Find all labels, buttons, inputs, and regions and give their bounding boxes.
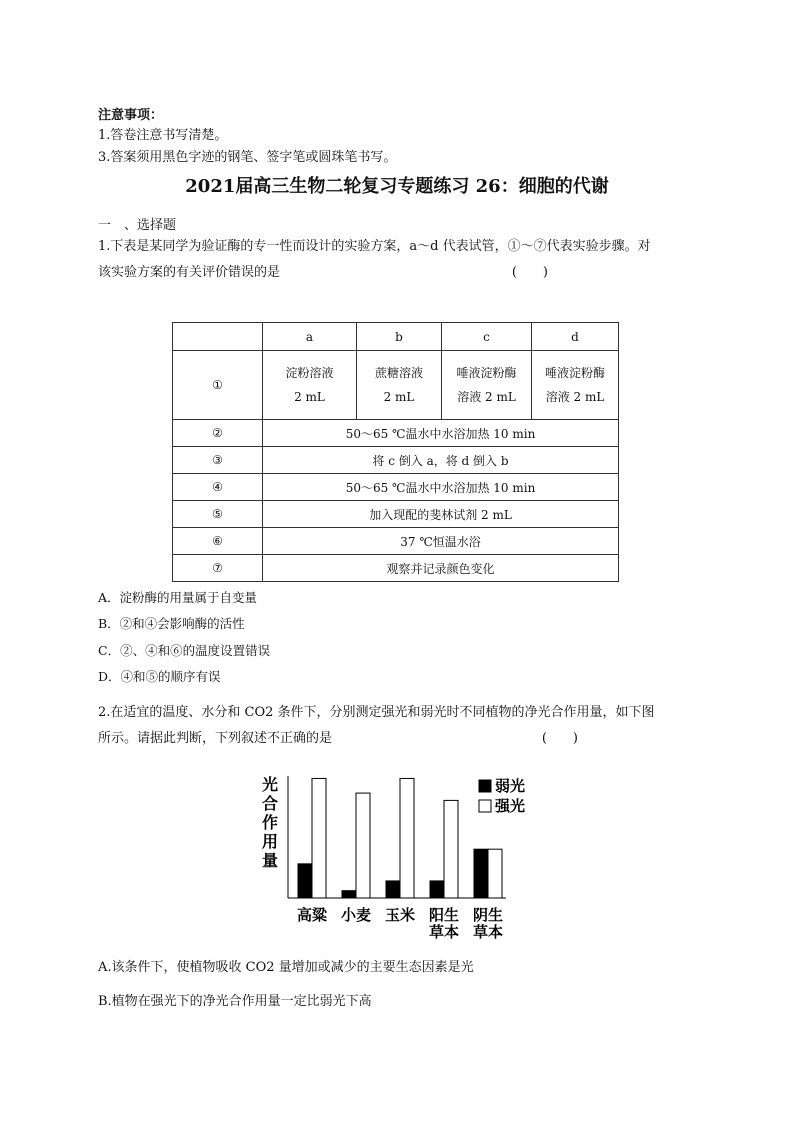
chart-legend: [479, 777, 525, 815]
step-number: ④: [173, 474, 263, 501]
question-1-answer-paren: ( ): [511, 265, 548, 280]
step-text: 加入现配的斐林试剂 2 mL: [263, 501, 619, 528]
reagent-amount: 溶液 2 mL: [545, 390, 605, 404]
reagent-name: 淀粉溶液: [285, 366, 334, 380]
reagent-name: 蔗糖溶液: [374, 366, 423, 380]
reagent-amount: 2 mL: [294, 390, 325, 404]
step-text: 50～65 ℃温水中水浴加热 10 min: [263, 420, 619, 447]
table-row-step-6: [173, 528, 619, 555]
q1-option-c: C．②、④和⑥的温度设置错误: [98, 643, 271, 658]
bar-chart: [254, 770, 544, 942]
bar-weak-light: [342, 891, 356, 898]
reagent-cell-a: [263, 351, 357, 420]
table-row-step-4: [173, 474, 619, 501]
question-2-answer-paren: ( ): [541, 731, 578, 746]
question-1-line-2: [98, 260, 708, 286]
question-2-line-1: 2.在适宜的温度、水分和 CO2 条件下，分别测定强光和弱光时不同植物的净光合作用量，如下图: [98, 705, 655, 720]
y-axis-label-char: 光: [261, 775, 279, 794]
table-header-a: a: [263, 323, 357, 351]
step-number: ③: [173, 447, 263, 474]
question-2: [98, 700, 708, 752]
x-tick-label: 高粱: [296, 906, 328, 924]
step-text: 将 c 倒入 a，将 d 倒入 b: [263, 447, 619, 474]
reagent-cell-c: [442, 351, 532, 420]
bar-group: [298, 778, 502, 898]
table-header-row: [173, 323, 619, 351]
y-axis-label-char: 量: [261, 851, 279, 870]
notice-heading: 注意事项：: [98, 108, 164, 123]
bar-strong-light: [400, 778, 414, 898]
notice-item-1: 1.答卷注意书写清楚。: [98, 128, 228, 143]
bar-weak-light: [386, 881, 400, 898]
table-row-step-5: [173, 501, 619, 528]
y-axis-label-char: 合: [261, 794, 279, 813]
q1-option-a: A．淀粉酶的用量属于自变量: [98, 590, 258, 605]
y-axis-label: [262, 775, 278, 870]
bar-strong-light: [356, 793, 370, 898]
reagent-amount: 溶液 2 mL: [457, 390, 516, 404]
q2-option-a: A.该条件下，使植物吸收 CO2 量增加或减少的主要生态因素是光: [98, 960, 474, 975]
question-1-line-2-text: 该实验方案的有关评价错误的是: [98, 265, 281, 280]
table-row-step-7: [173, 555, 619, 582]
legend-swatch: [479, 800, 491, 812]
legend-label: 弱光: [495, 777, 526, 795]
bar-strong-light: [312, 778, 326, 898]
y-axis-label-char: 作: [261, 813, 279, 832]
bar-weak-light: [430, 881, 444, 898]
x-tick-label: 阴生: [472, 906, 504, 924]
notice-item-2: 3.答案须用黑色字迹的钢笔、签字笔或圆珠笔书写。: [98, 150, 397, 165]
x-tick-label: 草本: [428, 923, 460, 941]
question-1-line-1: 1.下表是某同学为验证酶的专一性而设计的实验方案，a～d 代表试管，①～⑦代表实验步骤。对: [98, 239, 651, 254]
q1-option-b: B．②和④会影响酶的活性: [98, 616, 245, 631]
x-tick-label: 阳生: [428, 906, 460, 924]
bar-strong-light: [488, 849, 502, 898]
step-text: 50～65 ℃温水中水浴加热 10 min: [263, 474, 619, 501]
reagent-amount: 2 mL: [383, 390, 415, 404]
page-title: 2021届高三生物二轮复习专题练习 26：细胞的代谢: [185, 176, 609, 197]
q2-option-b: B.植物在强光下的净光合作用量一定比弱光下高: [98, 994, 372, 1009]
experiment-table: [172, 322, 619, 582]
x-tick-labels: [297, 906, 503, 941]
step-text: 观察并记录颜色变化: [263, 555, 619, 582]
step-text: 37 ℃恒温水浴: [263, 528, 619, 555]
reagent-cell-b: [357, 351, 442, 420]
legend-swatch: [479, 780, 491, 792]
step-number: ①: [173, 351, 263, 420]
x-tick-label: 玉米: [384, 906, 416, 924]
section-heading: 一 、选择题: [98, 218, 177, 233]
table-row-step-1: [173, 351, 619, 420]
table-row-step-2: [173, 420, 619, 447]
step-number: ⑥: [173, 528, 263, 555]
x-tick-label: 小麦: [340, 906, 372, 924]
step-number: ⑦: [173, 555, 263, 582]
bar-weak-light: [298, 864, 312, 898]
legend-label: 强光: [495, 797, 526, 815]
reagent-name: 唾液淀粉酶: [456, 366, 517, 380]
table-header-c: c: [442, 323, 532, 351]
question-2-line-2: [98, 726, 708, 752]
table-header-d: d: [532, 323, 619, 351]
reagent-name: 唾液淀粉酶: [544, 366, 605, 380]
reagent-cell-d: [532, 351, 619, 420]
step-number: ②: [173, 420, 263, 447]
question-2-line-2-text: 所示。请据此判断，下列叙述不正确的是: [98, 731, 333, 746]
q1-option-d: D．④和⑤的顺序有误: [98, 669, 221, 684]
x-tick-label: 草本: [472, 923, 504, 941]
question-1: [98, 234, 708, 286]
y-axis-label-char: 用: [261, 832, 279, 851]
table-row-step-3: [173, 447, 619, 474]
table-corner-cell: [173, 323, 263, 351]
table-header-b: b: [357, 323, 442, 351]
bar-weak-light: [474, 849, 488, 898]
bar-strong-light: [444, 800, 458, 898]
step-number: ⑤: [173, 501, 263, 528]
